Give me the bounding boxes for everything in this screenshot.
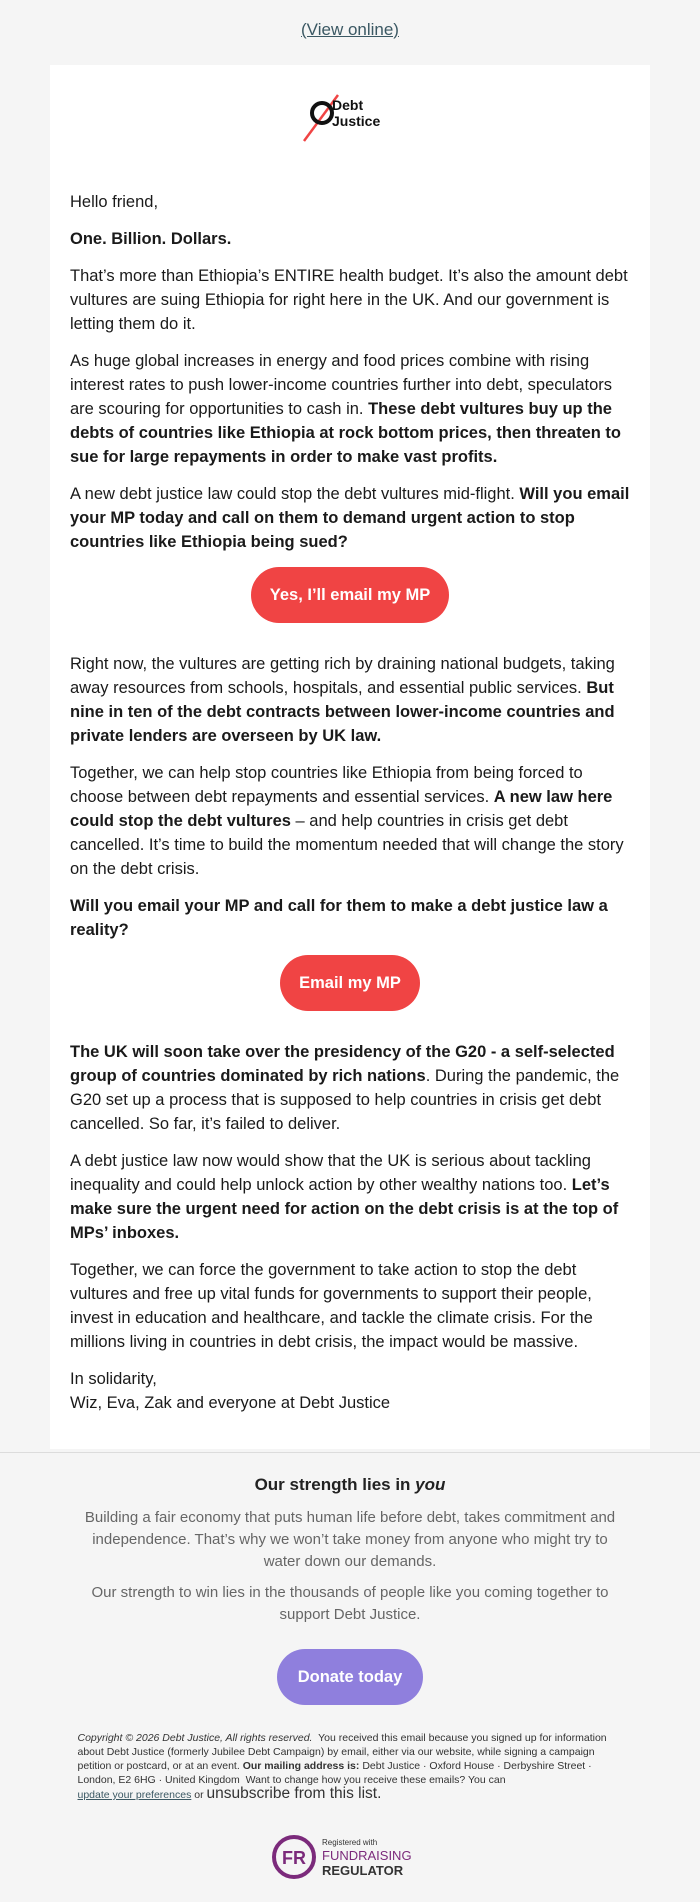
view-online-bar — [0, 20, 700, 40]
paragraph-8: A debt justice law now would show that the UK is serious about tackling inequality and could help unlock action by other wealthy nations too. Let’s make sure the urgent need for action on the debt crisis is at the top of MPs’ inboxes. — [70, 1152, 619, 1242]
footer-title: Our strength lies in you — [254, 1475, 446, 1494]
headline: One. Billion. Dollars. — [70, 230, 232, 248]
view-online-link[interactable]: (View online) — [301, 20, 399, 39]
logo-text-justice: Justice — [332, 113, 381, 129]
donate-wrap — [0, 1649, 700, 1705]
donate-button[interactable]: Donate today — [277, 1649, 424, 1705]
paragraph-2: As huge global increases in energy and food prices combine with rising interest rates to push lower-income countries further into debt, speculators are scouring for opportunities to cash in. These debt vultures buy up the debts of countries like Ethiopia at rock bottom prices, then threaten to sue for large repayments in order to make vast profits. — [70, 352, 621, 466]
email-mp-button-2[interactable]: Email my MP — [280, 955, 420, 1011]
paragraph-1: That’s more than Ethiopia’s ENTIRE health budget. It’s also the amount debt vultures are suing Ethiopia for right here in the UK. And our government is letting them do it. — [70, 267, 628, 333]
debt-justice-logo[interactable] — [302, 91, 402, 143]
cta-2-wrap — [70, 955, 630, 1011]
paragraph-4: Right now, the vultures are getting rich by draining national budgets, taking away resources from schools, hospitals, and essential public services. But nine in ten of the debt contracts between lower-income countries and private lenders are overseen by UK law. — [70, 655, 615, 745]
legal-text: Copyright © 2026 Debt Justice, All rights reserved. You received this email because you signed up for information about Debt Justice (formerly Jubilee Debt Campaign) by email, either via our website, while signing a campaign petition or postcard, or at an event. Our mailing address is: Debt Justice · Oxford House · Derbyshire Street · London, E2 6HG · United Kingdom Want to change how you receive these emails? You can update your preferences or unsubscribe from this list. — [77, 1732, 607, 1802]
paragraph-9: Together, we can force the government to take action to stop the debt vultures and free up vital funds for governments to support their people, invest in education and healthcare, and tackle the climate crisis. For the millions living in countries in debt crisis, the impact would be massive. — [70, 1261, 593, 1351]
greeting: Hello friend, — [70, 193, 159, 211]
fr-registered: Registered with — [322, 1838, 378, 1847]
unsubscribe-link[interactable]: unsubscribe from this list — [206, 1785, 378, 1802]
logo-circle — [312, 103, 332, 123]
email-mp-button-1[interactable]: Yes, I’ll email my MP — [251, 567, 450, 623]
email-body — [70, 190, 630, 1415]
cta-1-wrap — [70, 567, 630, 623]
email-card — [50, 65, 650, 1449]
fr-mark: FR — [282, 1848, 306, 1868]
fr-fundraising: FUNDRAISING — [322, 1848, 412, 1863]
paragraph-5: Together, we can help stop countries like Ethiopia from being forced to choose between debt repayments and essential services. A new law here could stop the debt vultures – and help countries in crisis get debt cancelled. It’s time to build the momentum needed that will change the story on the debt crisis. — [70, 764, 624, 878]
paragraph-3: A new debt justice law could stop the debt vultures mid-flight. Will you email your MP today and call on them to demand urgent action to stop countries like Ethiopia being sued? — [70, 485, 630, 551]
paragraph-7: The UK will soon take over the presidency of the G20 - a self-selected group of countries dominated by rich nations. During the pandemic, the G20 set up a process that is supposed to help countries in crisis get debt cancelled. So far, it’s failed to deliver. — [70, 1043, 620, 1133]
footer-text-1: Building a fair economy that puts human life before debt, takes commitment and independence. That’s why we won’t take money from anyone who might try to water down our demands. — [84, 1509, 616, 1570]
fundraising-regulator-badge — [272, 1834, 432, 1880]
paragraph-6: Will you email your MP and call for them to make a debt justice law a reality? — [70, 897, 608, 939]
signoff: In solidarity, Wiz, Eva, Zak and everyone at Debt Justice — [70, 1370, 391, 1412]
footer-text-2: Our strength to win lies in the thousands of people like you coming together to support Debt Justice. — [91, 1584, 609, 1623]
fr-regulator: REGULATOR — [322, 1863, 404, 1878]
update-preferences-link[interactable]: update your preferences — [77, 1789, 192, 1801]
logo-text-debt: Debt — [332, 97, 364, 113]
